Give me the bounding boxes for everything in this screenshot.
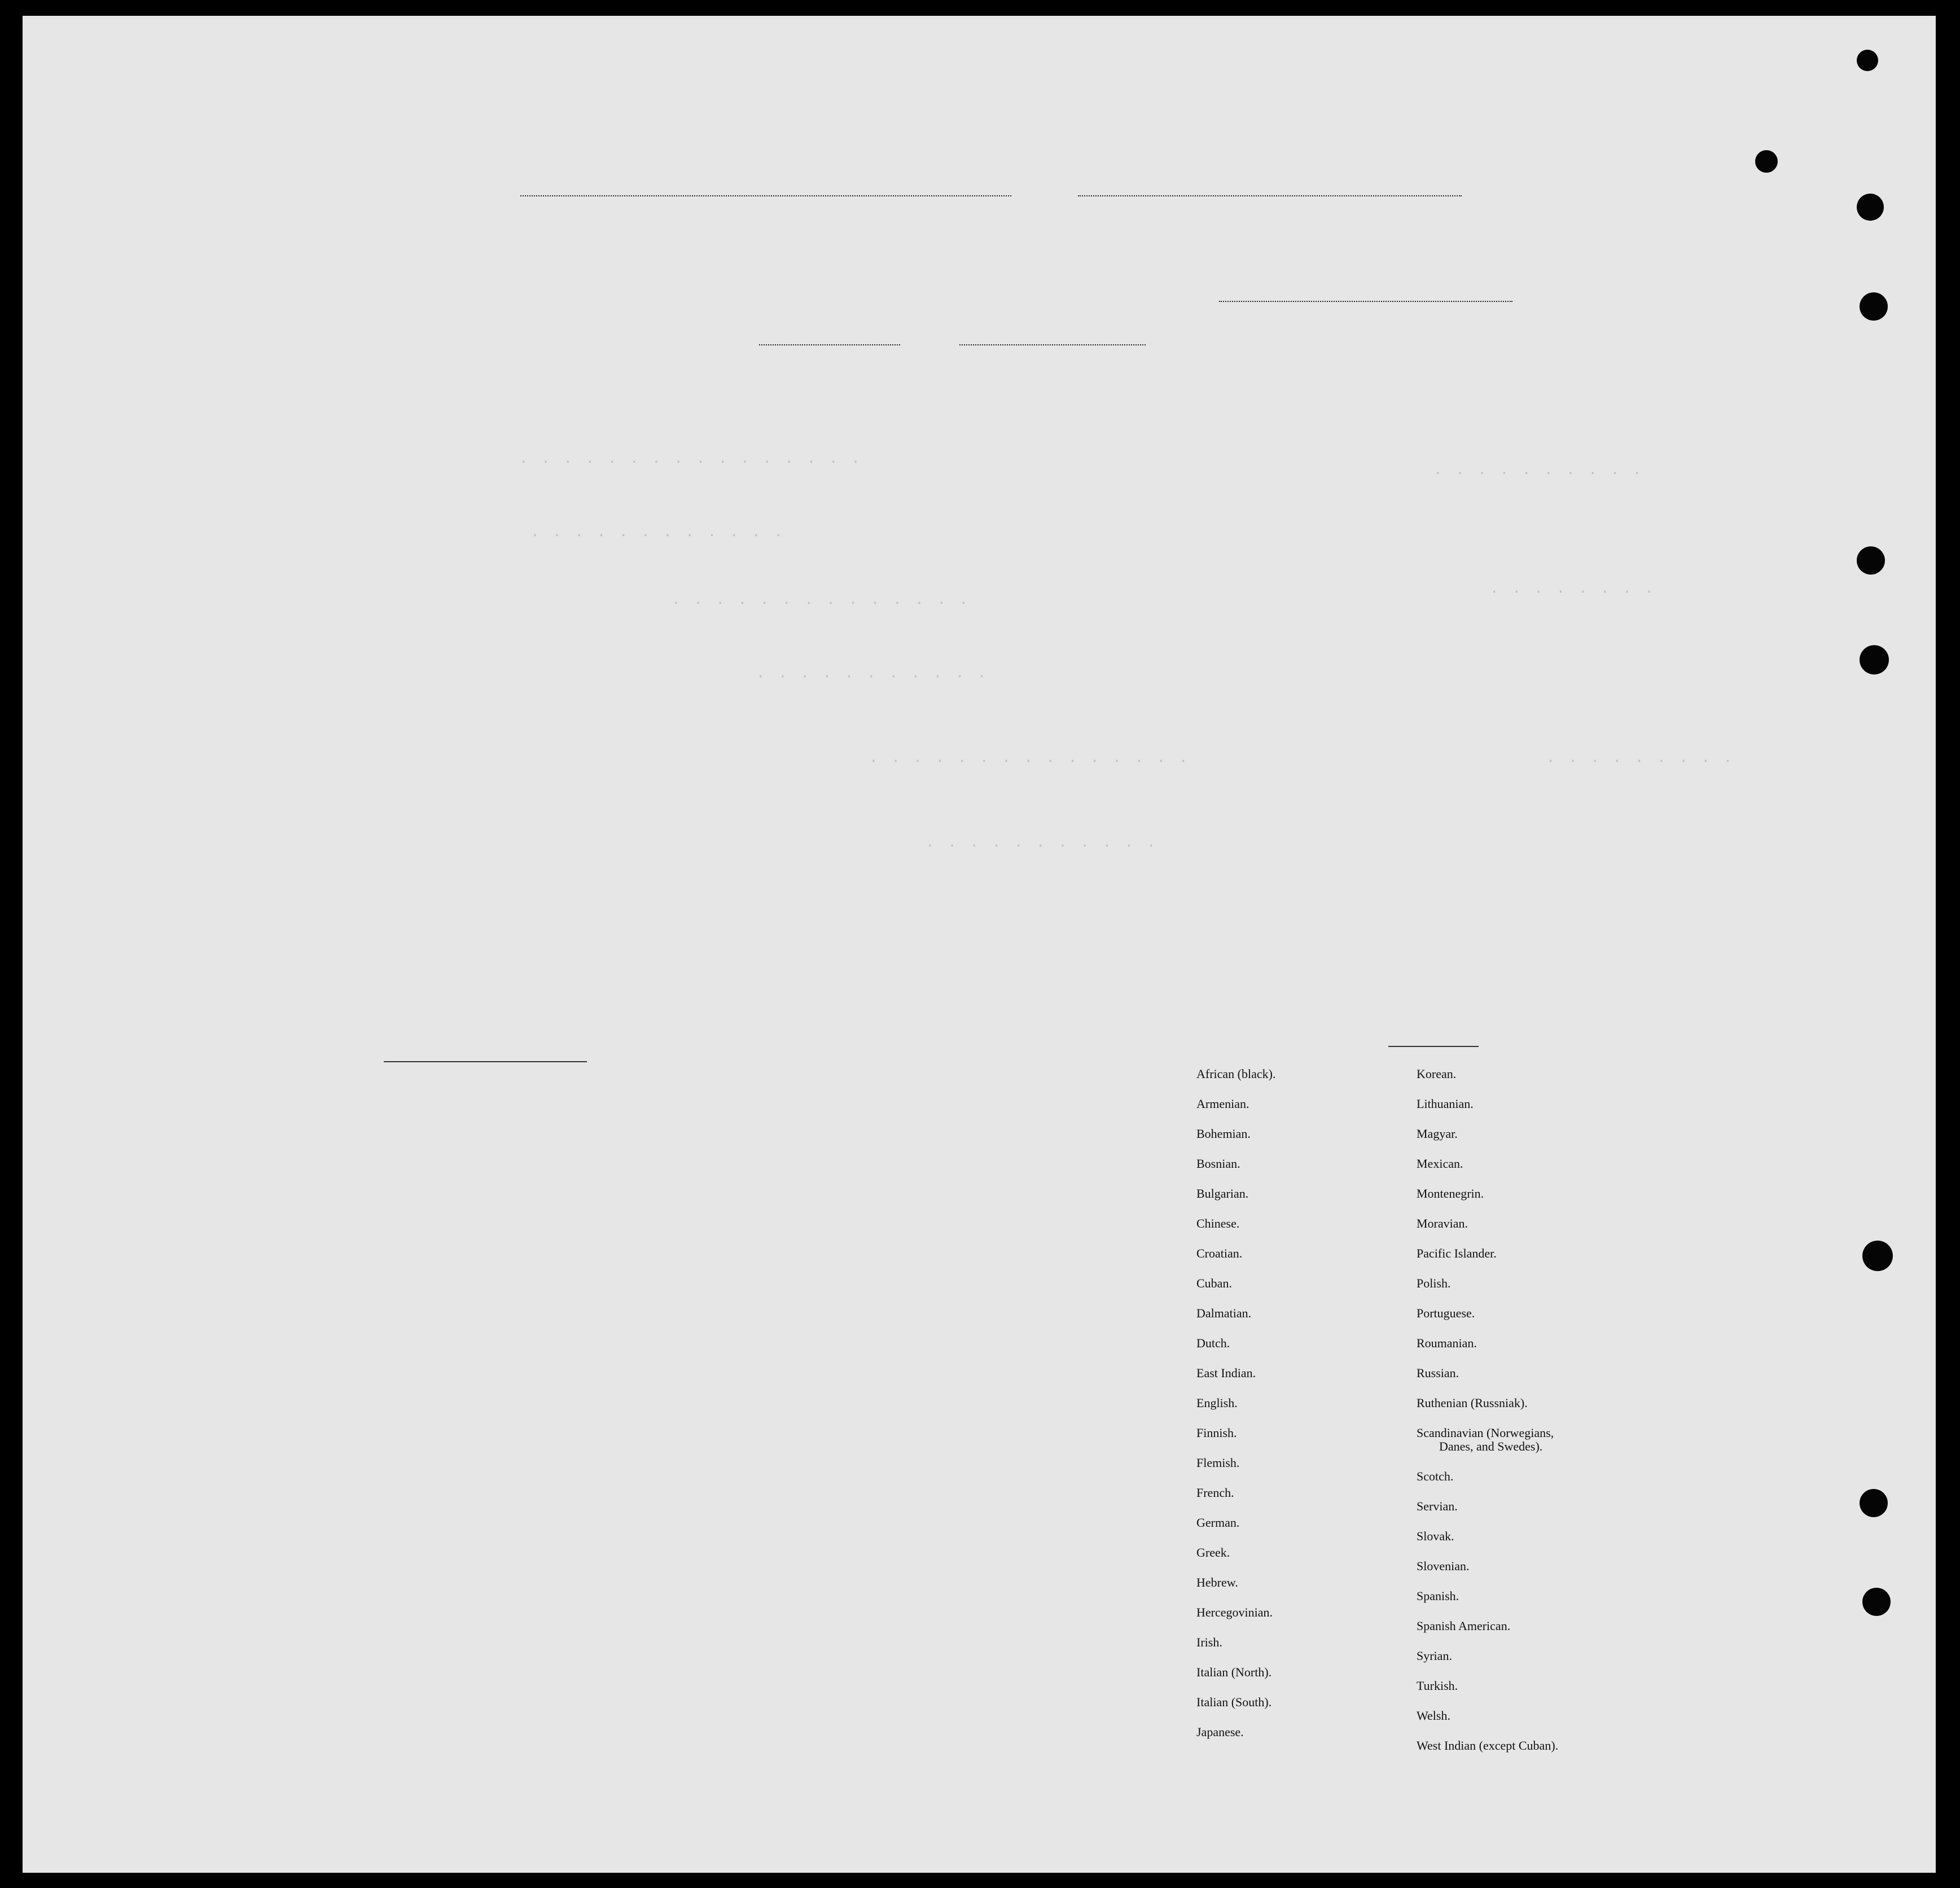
race-item: Magyar.: [1417, 1127, 1458, 1141]
document-page: . . . . . . . . . . . . . . . . . . . . . . . . . . . . . . . . . . . . . . . . . . . . . . . . . . . . . . . . . . . . . . . . . . . . . . . . . . . . . . . . . . . . . . . . . . . . . . . . . . . . . . . . . . African (black). Armenian. Bohemian. Bosnian. Bulgarian. Chinese. Croatian. Cuban. Dalmatian. Dutch. East Indian. English. Finnish. Flemish. French. German. Greek. Hebrew. Hercegovinian. Irish. Italian (North). Italian (South). Japanese. Korean. Lithuanian. Magyar. Mexican. Montenegrin. Moravian. Pacific Islander. Polish. Portuguese. Roumanian. Russian. Ruthenian (Russniak). Scandinavian (Norwegians, Danes, and Swedes). Scotch. Servian. Slovak. Slovenian. Spanish. Spanish American. Syrian. Turkish. Welsh. West Indian (except Cuban).: [23, 16, 1936, 1873]
race-item: Spanish.: [1417, 1589, 1459, 1603]
binder-hole: [1860, 292, 1888, 321]
race-item: Roumanian.: [1417, 1336, 1477, 1350]
race-item: Polish.: [1417, 1276, 1451, 1290]
race-item: West Indian (except Cuban).: [1417, 1738, 1559, 1753]
race-item: Ruthenian (Russniak).: [1417, 1396, 1528, 1410]
race-item: Danes, and Swedes).: [1439, 1439, 1543, 1453]
race-item: Flemish.: [1196, 1456, 1240, 1470]
race-item: Irish.: [1196, 1635, 1222, 1649]
binder-hole: [1860, 1489, 1888, 1517]
race-item: German.: [1196, 1515, 1240, 1530]
race-item: Dalmatian.: [1196, 1306, 1252, 1320]
race-item: Lithuanian.: [1417, 1097, 1474, 1111]
race-item: Servian.: [1417, 1499, 1458, 1513]
ship-blank-line: [1078, 195, 1462, 196]
race-item: Italian (North).: [1196, 1665, 1272, 1679]
race-item: Spanish American.: [1417, 1619, 1511, 1633]
race-item: Bosnian.: [1196, 1157, 1240, 1171]
race-item: Hebrew.: [1196, 1575, 1238, 1589]
master-blank-line: [520, 195, 1011, 196]
binder-hole: [1862, 1241, 1893, 1271]
races-divider: [1388, 1046, 1479, 1047]
signature-line: [1219, 301, 1512, 302]
race-item: Bohemian.: [1196, 1127, 1251, 1141]
race-item: English.: [1196, 1396, 1238, 1410]
race-item: Korean.: [1417, 1067, 1457, 1081]
race-item: Croatian.: [1196, 1246, 1243, 1260]
race-item: Hercegovinian.: [1196, 1605, 1273, 1619]
race-item: Slovak.: [1417, 1529, 1454, 1543]
binder-hole: [1857, 546, 1885, 575]
races-column-1: [1196, 1067, 1433, 1740]
race-item: Bulgarian.: [1196, 1186, 1249, 1201]
race-item: Mexican.: [1417, 1157, 1463, 1171]
race-item: Welsh.: [1417, 1709, 1450, 1723]
race-item: African (black).: [1196, 1067, 1276, 1081]
binder-hole: [1860, 645, 1889, 674]
race-item: Moravian.: [1417, 1216, 1468, 1230]
race-item: Armenian.: [1196, 1097, 1249, 1111]
race-item: Montenegrin.: [1417, 1186, 1484, 1201]
race-item: Pacific Islander.: [1417, 1246, 1497, 1260]
race-item: Syrian.: [1417, 1649, 1452, 1663]
binder-hole: [1857, 50, 1878, 71]
race-item: Japanese.: [1196, 1725, 1244, 1739]
race-item: Portuguese.: [1417, 1306, 1475, 1320]
race-item: East Indian.: [1196, 1366, 1256, 1380]
race-item: Russian.: [1417, 1366, 1459, 1380]
month-blank-line: [959, 344, 1146, 345]
race-item: Turkish.: [1417, 1679, 1458, 1693]
day-blank-line: [759, 344, 900, 345]
race-item: French.: [1196, 1486, 1234, 1500]
race-item: Italian (South).: [1196, 1695, 1272, 1709]
binder-hole: [1862, 1588, 1891, 1616]
race-item: Dutch.: [1196, 1336, 1230, 1350]
race-item: Chinese.: [1196, 1216, 1240, 1230]
race-item: Cuban.: [1196, 1276, 1232, 1290]
notice-divider: [384, 1061, 587, 1062]
race-item: Scandinavian (Norwegians,: [1417, 1426, 1554, 1440]
binder-hole: [1755, 150, 1778, 173]
race-item: Greek.: [1196, 1545, 1230, 1560]
race-item: Scotch.: [1417, 1469, 1454, 1483]
race-item: Slovenian.: [1417, 1559, 1470, 1573]
binder-hole: [1857, 194, 1884, 221]
race-item: Finnish.: [1196, 1426, 1237, 1440]
races-column-2: [1417, 1067, 1654, 1753]
